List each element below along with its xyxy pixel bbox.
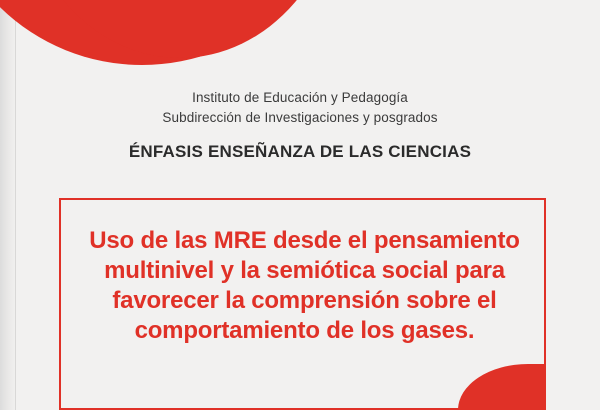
slide-title: Uso de las MRE desde el pensamiento multinivel y la semiótica social para favorecer la comprensión sobre el comportamiento de los gases. bbox=[89, 227, 520, 344]
institution-line-1: Instituto de Educación y Pedagogía bbox=[192, 90, 408, 105]
institution-line-2: Subdirección de Investigaciones y posgrados bbox=[162, 110, 438, 125]
page-binding-strip bbox=[0, 0, 16, 410]
emphasis-line: ÉNFASIS ENSEÑANZA DE LAS CIENCIAS bbox=[128, 142, 472, 161]
decorative-red-corner bbox=[458, 364, 546, 410]
slide-header bbox=[0, 88, 600, 162]
title-frame bbox=[59, 198, 546, 410]
page-edge-line bbox=[15, 0, 16, 410]
